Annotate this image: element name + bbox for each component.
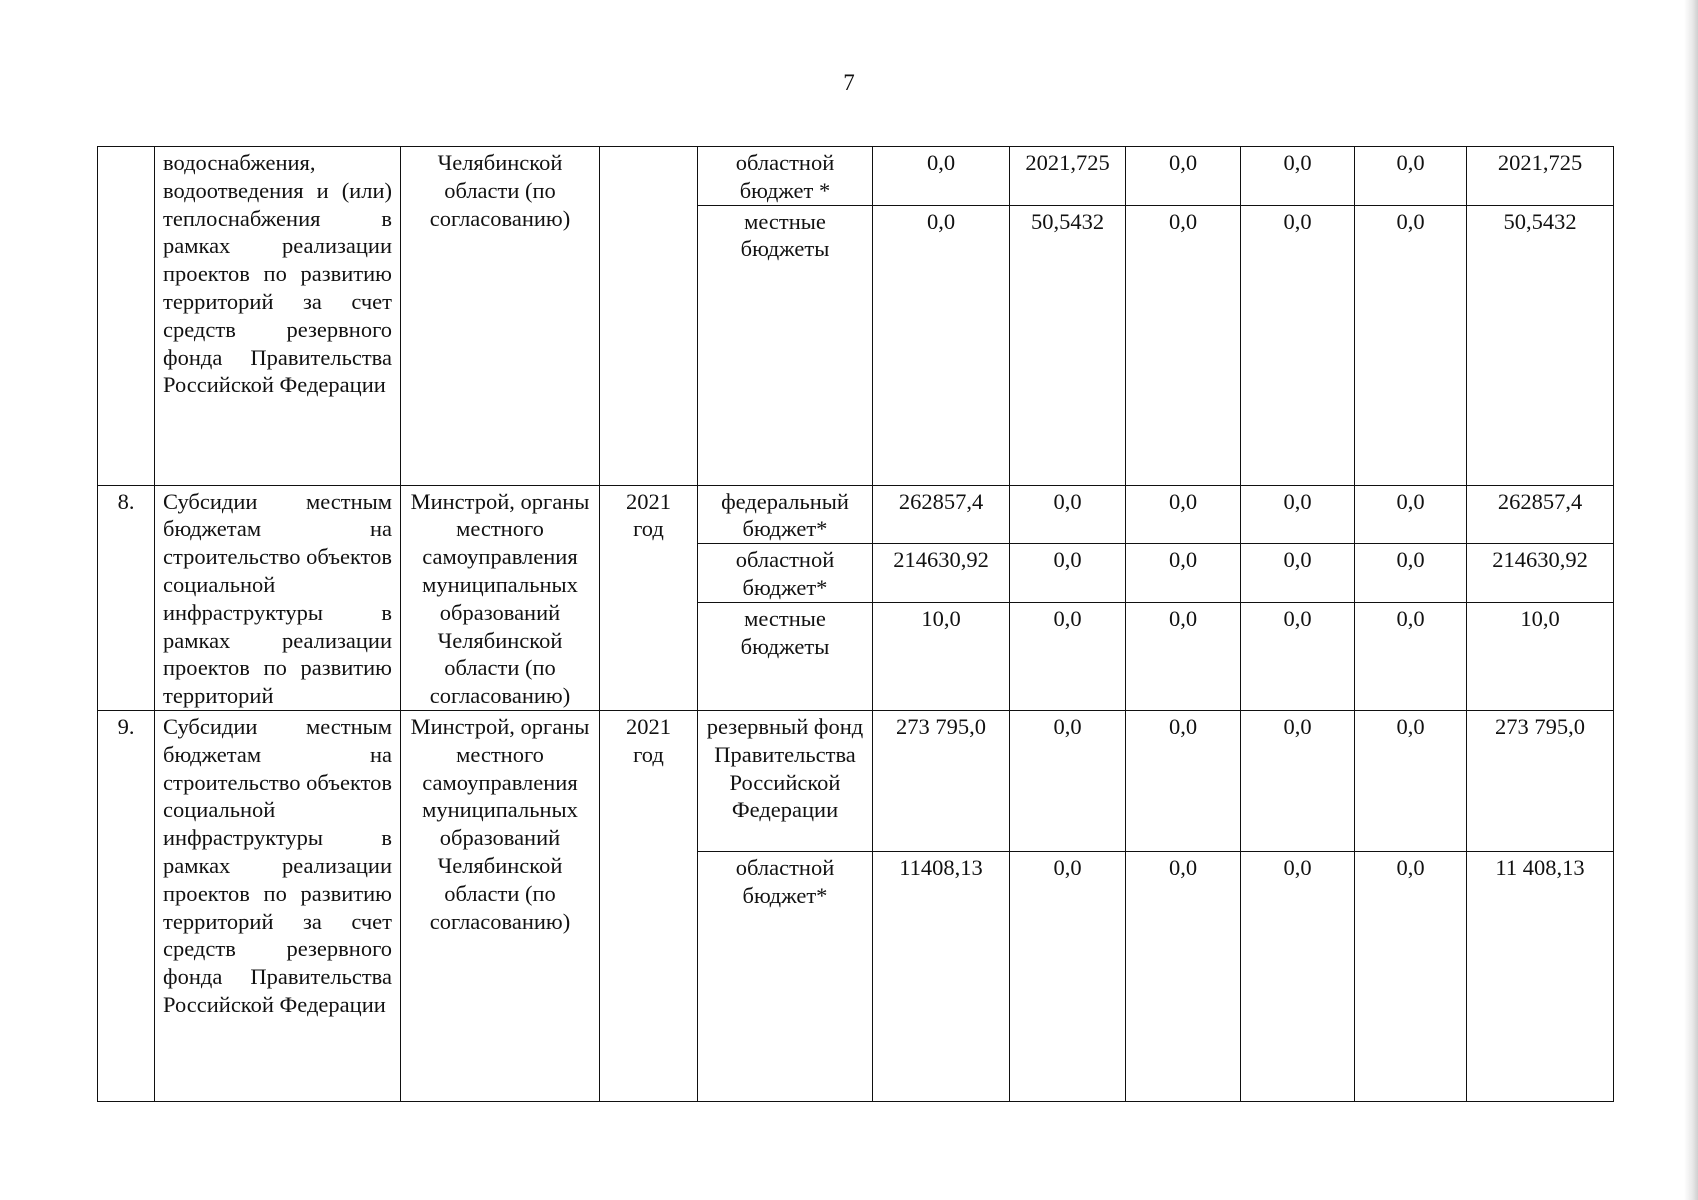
value-cell: 0,0 [1126,205,1241,485]
value-cell: 0,0 [1010,544,1126,603]
value-cell: 0,0 [1126,544,1241,603]
executor: Минстрой, органы местного самоуправления муниципальных образований Челябинской области (по согласованию) [401,710,600,1101]
measure-name: Субсидии местным бюджетам на строительство объектов социальной инфраструктуры в рамках реализации проектов по развитию территорий [155,485,401,710]
funding-source: федеральный бюджет* [698,485,873,544]
value-cell: 50,5432 [1010,205,1126,485]
funding-source: местные бюджеты [698,205,873,485]
value-cell: 0,0 [1126,851,1241,1101]
funding-source: местные бюджеты [698,603,873,711]
value-cell: 0,0 [873,205,1010,485]
scan-edge-shadow [1684,0,1698,1200]
row-number: 9. [98,710,155,1101]
row-number [98,147,155,486]
value-cell: 10,0 [873,603,1010,711]
value-cell: 0,0 [1241,485,1355,544]
year [600,147,698,486]
total-cell: 10,0 [1467,603,1614,711]
funding-source: резервный фонд Правительства Российской Федерации [698,710,873,851]
value-cell: 0,0 [1241,205,1355,485]
value-cell: 2021,725 [1010,147,1126,206]
value-cell: 273 795,0 [873,710,1010,851]
value-cell: 262857,4 [873,485,1010,544]
table-row [98,147,1614,206]
measure-name: водоснабжения, водоотведения и (или) теплоснабжения в рамках реализации проектов по развитию территорий за счет средств резервного фонда Правительства Российской Федерации [155,147,401,486]
value-cell: 0,0 [1010,851,1126,1101]
value-cell: 0,0 [1355,544,1467,603]
value-cell: 0,0 [1241,603,1355,711]
funding-source: областной бюджет* [698,851,873,1101]
value-cell: 0,0 [1126,485,1241,544]
table-row [98,710,1614,851]
funding-source: областной бюджет* [698,544,873,603]
value-cell: 0,0 [873,147,1010,206]
table-row [98,485,1614,544]
total-cell: 214630,92 [1467,544,1614,603]
total-cell: 2021,725 [1467,147,1614,206]
value-cell: 0,0 [1010,710,1126,851]
funding-source: областной бюджет * [698,147,873,206]
total-cell: 50,5432 [1467,205,1614,485]
value-cell: 0,0 [1355,851,1467,1101]
value-cell: 0,0 [1126,147,1241,206]
year: 2021 год [600,710,698,1101]
executor: Челябинской области (по согласованию) [401,147,600,486]
value-cell: 0,0 [1010,485,1126,544]
value-cell: 0,0 [1355,485,1467,544]
value-cell: 0,0 [1355,710,1467,851]
value-cell: 0,0 [1010,603,1126,711]
value-cell: 0,0 [1355,603,1467,711]
value-cell: 214630,92 [873,544,1010,603]
value-cell: 0,0 [1126,710,1241,851]
measure-name: Субсидии местным бюджетам на строительство объектов социальной инфраструктуры в рамках реализации проектов по развитию территорий за счет средств резервного фонда Правительства Российской Федерации [155,710,401,1101]
page-number: 7 [843,70,855,95]
budget-table [97,146,1614,1102]
total-cell: 11 408,13 [1467,851,1614,1101]
value-cell: 0,0 [1355,205,1467,485]
value-cell: 0,0 [1241,147,1355,206]
total-cell: 273 795,0 [1467,710,1614,851]
value-cell: 0,0 [1241,851,1355,1101]
value-cell: 0,0 [1126,603,1241,711]
value-cell: 0,0 [1241,544,1355,603]
row-number: 8. [98,485,155,710]
executor: Минстрой, органы местного самоуправления муниципальных образований Челябинской области (по согласованию) [401,485,600,710]
value-cell: 0,0 [1355,147,1467,206]
year: 2021 год [600,485,698,710]
value-cell: 11408,13 [873,851,1010,1101]
value-cell: 0,0 [1241,710,1355,851]
total-cell: 262857,4 [1467,485,1614,544]
